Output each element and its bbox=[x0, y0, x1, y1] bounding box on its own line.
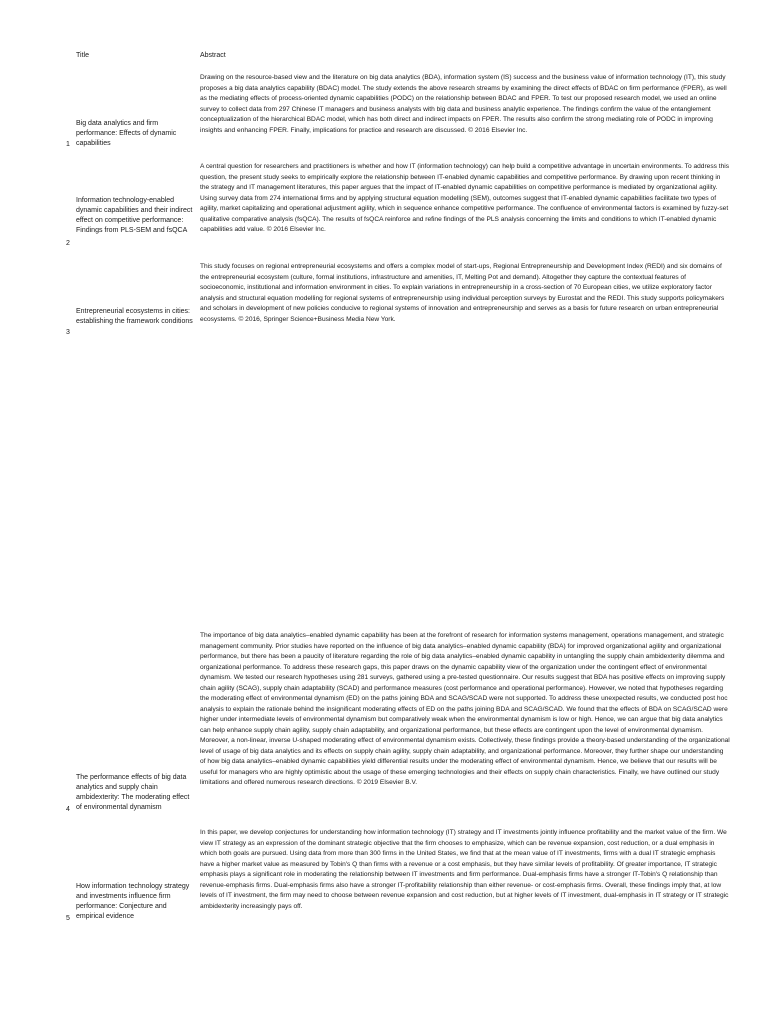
row-title: Entrepreneurial ecosystems in cities: establishing the framework conditions bbox=[76, 308, 193, 325]
row-number: 4 bbox=[66, 806, 70, 813]
header-abstract: Abstract bbox=[200, 52, 226, 59]
row-title: The performance effects of big data analytics and supply chain ambidexterity: The moderating effect of environmental dynamism bbox=[76, 774, 190, 811]
row-title: How information technology strategy and investments influence firm performance: Conjecture and empirical evidence bbox=[76, 883, 190, 920]
row-title: Information technology-enabled dynamic capabilities and their indirect effect on competitive performance: Findings from PLS-SEM and fsQCA bbox=[76, 197, 193, 234]
row-abstract: The importance of big data analytics–enabled dynamic capability has been at the forefront of research for information systems management, operations management, and strategic management community. Prior studies have reported on the influence of big data analytics–enabled dynamic capability (BDA) for improved organizational agility and organizational performance, but there has been a paucity of literature regarding the role of big data analytics–enabled dynamic capability in untangling the supply chain ambidexterity dilemma and organizational performance. To address these research gaps, this paper draws on the dynamic capability view of the organization under the contingent effect of environmental dynamism. We tested our research hypotheses using 281 surveys, gathered using a pre-tested questionnaire. Our results suggest that BDA has positive effects on improving supply chain agility (SCAG), supply chain adaptability (SCAD) and performance measures (cost performance and operational performance). However, we noted that hypotheses regarding the moderating effect of environmental dynamism (ED) on the paths joining BDA and SCAG/SCAD were not supported. To address these unexpected results, we conducted post hoc analysis to explain the rationale behind the insignificant moderating effects of ED on the paths joining BDA and SCAG/SCAD. We found that the effects of BDA on SCAG/SCAD were higher under intermediate levels of environmental dynamism but comparatively weak when the environmental dynamism is low or high. Hence, we can argue that big data analytics can help enhance supply chain agility, supply chain adaptability, and organizational performance, but these effects are contingent upon the level of environmental dynamism. Moreover, a non-linear, inverse U-shaped moderating effect of environmental dynamism exists. Collectively, these findings provide a theory-based understanding of the organizational level of usage of big data analytics and its effects on supply chain agility, supply chain adaptability, and organizational performance. Moreover, they further shape our understanding of how big data analytics–enabled dynamic capabilities yield differential results under the moderating effect of environmental dynamism. Hence, we believe that our results will be useful for managers who are highly optimistic about the usage of these emerging technologies and their effects on supply chain characteristics. Finally, we have outlined our study limitations and offered numerous research directions. © 2019 Elsevier B.V. bbox=[200, 632, 730, 786]
row-number: 5 bbox=[66, 915, 70, 922]
header-title: Title bbox=[76, 52, 89, 59]
row-number: 3 bbox=[66, 329, 70, 336]
row-abstract: A central question for researchers and practitioners is whether and how IT (information technology) can help build a competitive advantage in uncertain environments. To address this question, the present study seeks to empirically explore the relationship between IT-enabled dynamic capabilities and competitive performance. By drawing upon recent thinking in the strategy and IT management literatures, this paper argues that the impact of IT-enabled dynamic capabilities on competitive performance is mediated by organizational agility. Using survey data from 274 international firms and by applying structural equation modelling (SEM), outcomes suggest that IT-enabled dynamic capabilities facilitate two types of agility, market capitalizing and operational adjustment agility, which in sequence enhance competitive performance. The confluence of environmental factors is examined by fuzzy-set qualitative comparative analysis (fsQCA). The results of fsQCA reinforce and refine findings of the PLS analysis concerning the limits and conditions to which IT-enabled dynamic capabilities add value. © 2016 Elsevier Inc. bbox=[200, 163, 730, 233]
row-title: Big data analytics and firm performance: Effects of dynamic capabilities bbox=[76, 120, 177, 147]
row-abstract: In this paper, we develop conjectures for understanding how information technology (IT) strategy and IT investments jointly influence profitability and the market value of the firm. We view IT strategy as an expression of the dominant strategic objective that the firm chooses to emphasize, which can be revenue expansion, cost reduction, or a dual emphasis in which both goals are pursued. Using data from more than 300 firms in the United States, we find that at the mean value of IT investments, firms with a dual IT strategic emphasis have a higher market value as measured by Tobin's Q than firms with a revenue or a cost emphasis, but they have similar levels of profitability. Of greater importance, IT strategic emphasis plays a significant role in moderating the relationship between IT investments and firm performance. Dual-emphasis firms have a stronger IT-Tobin's Q relationship than revenue-emphasis firms. Dual-emphasis firms also have a stronger IT-profitability relationship than either revenue- or cost-emphasis firms. Overall, these findings imply that, at low levels of IT investment, the firm may need to choose between revenue expansion and cost reduction, but at higher levels of IT investment, dual-emphasis in IT strategy or IT strategic ambidexterity increasingly pays off. bbox=[200, 829, 729, 910]
row-number: 2 bbox=[66, 240, 70, 247]
row-abstract: This study focuses on regional entrepreneurial ecosystems and offers a complex model of start-ups, Regional Entrepreneurship and Development Index (REDI) and six domains of the entrepreneurial ecosystem (culture, formal institutions, infrastructure and amenities, IT, Melting Pot and demand). Altogether they capture the contextual features of socioeconomic, institutional and information environment in cities. To explain variations in entrepreneurship in a cross-section of 70 European cities, we utilize exploratory factor analysis and structural equation modelling for regional systems of entrepreneurship using individual perception surveys by Eurostat and the REDI. This study supports policymakers and scholars in development of new policies conducive to regional systems of innovation and entrepreneurship and serves as a basis for future research on urban entrepreneurial ecosystems. © 2016, Springer Science+Business Media New York. bbox=[200, 263, 725, 323]
row-abstract: Drawing on the resource-based view and the literature on big data analytics (BDA), information system (IS) success and the business value of information technology (IT), this study proposes a big data analytics capability (BDAC) model. The study extends the above research streams by examining the direct effects of BDAC on firm performance (FPER), as well as the mediating effects of process-oriented dynamic capabilities (PODC) on the relationship between BDAC and FPER. To test our proposed research model, we used an online survey to collect data from 297 Chinese IT managers and business analysts with big data and business analytic experience. The findings confirm the value of the entanglement conceptualization of the hierarchical BDAC model, which has both direct and indirect impacts on FPER. The results also confirm the strong mediating role of PODC in improving insights and enhancing FPER. Finally, implications for practice and research are discussed. © 2016 Elsevier Inc. bbox=[200, 74, 727, 134]
row-number: 1 bbox=[66, 141, 70, 148]
